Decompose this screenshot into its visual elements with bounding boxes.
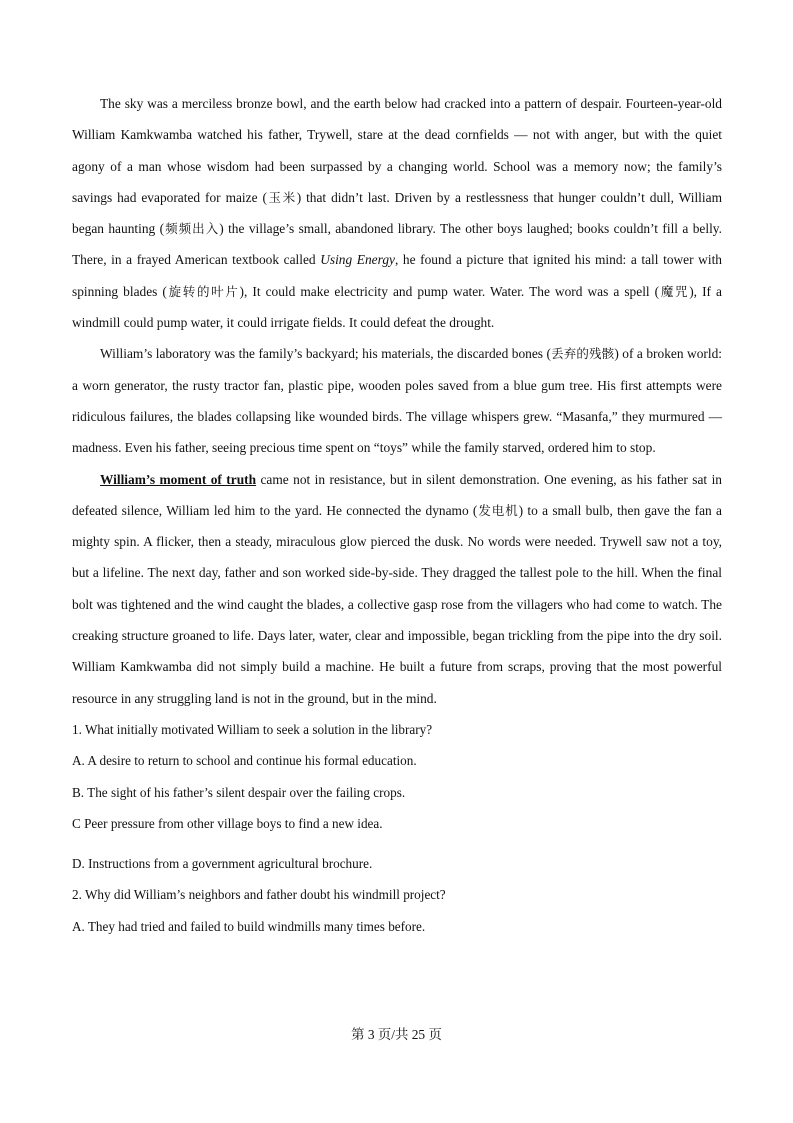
question-1-option-c: C Peer pressure from other village boys to find a new idea.	[72, 815, 383, 831]
chinese-gloss: 频频出入	[164, 221, 220, 237]
document-page	[72, 88, 722, 942]
question-1-option-b: B. The sight of his father’s silent despair over the failing crops.	[72, 784, 406, 800]
text-run: ) of a broken world: a worn generator, the rusty tractor fan, plastic pipe, wooden poles saved from a blue gum tree. His first attempts were ridiculous failures, the blades collapsing like wounded birds. The village whispers grew. “Masanfa,” they murmured — madness. Even his father, seeing precious time spent on “toys” while the family starved, ordered him to stop.	[72, 346, 722, 456]
chinese-gloss: 丢弃的残骸	[550, 346, 615, 362]
question-2-option-a: A. They had tried and failed to build windmills many times before.	[72, 918, 426, 934]
text-run: The sky was a merciless bronze bowl, and the earth below had cracked into a pattern of despair. Fourteen-year-old William Kamkwamba watched his father, Trywell, stare at the dead cornfields — not with anger, but with the quiet agony of a man whose wisdom had been surpassed by a changing world. School was a memory now; the family’s savings had evaporated for maize (	[72, 96, 722, 205]
page-number-footer: 第 3 页/共 25 页	[351, 1027, 442, 1042]
text-run: ) the village’s small, abandoned library. The other boys laughed; books couldn’t fill a belly. There, in a frayed American textbook called	[72, 221, 722, 268]
paragraph-2	[72, 338, 722, 463]
chinese-gloss: 发电机	[477, 502, 519, 518]
chinese-gloss: 旋转的叶片	[166, 283, 240, 299]
underlined-phrase: William’s moment of truth	[100, 471, 257, 487]
text-run: ) to a small bulb, then gave the fan a mighty spin. A flicker, then a steady, miraculous glow pierced the dusk. No words were needed. Trywell saw not a toy, but a lifeline. The next day, father and son worked side-by-side. They dragged the tallest pole to the hill. When the final bolt was tightened and the wind caught the blades, a collective gasp rose from the villagers who had come to watch. The creaking structure groaned to life. Days later, water, clear and impossible, began trickling from the pipe into the dry soil. William Kamkwamba did not simply build a machine. He built a future from scraps, proving that the most powerful resource in any struggling land is not in the ground, but in the mind.	[72, 502, 722, 706]
book-title: Using Energy	[320, 252, 395, 268]
question-1-option-a: A. A desire to return to school and continue his formal education.	[72, 753, 417, 769]
chinese-gloss: 魔咒	[659, 283, 690, 299]
text-run: came not in resistance, but in silent demonstration. One evening, as his father sat in defeated silence, William led him to the yard. He connected the dynamo (	[72, 471, 722, 518]
question-1-stem: 1. What initially motivated William to seek a solution in the library?	[72, 721, 433, 737]
question-2-stem: 2. Why did William’s neighbors and father doubt his windmill project?	[72, 887, 446, 903]
text-run: ), If a windmill could pump water, it could irrigate fields. It could defeat the drought.	[72, 283, 722, 331]
text-run: , he found a picture that ignited his mind: a tall tower with spinning blades (	[72, 252, 722, 299]
text-run: ) that didn’t last. Driven by a restlessness that hunger couldn’t dull, William began haunting (	[72, 189, 722, 237]
chinese-gloss: 玉米	[266, 189, 297, 205]
paragraph-3	[72, 464, 722, 714]
paragraph-1	[72, 88, 722, 338]
question-1-option-d: D. Instructions from a government agricultural brochure.	[72, 856, 373, 872]
question-list	[72, 714, 722, 942]
text-run: ), It could make electricity and pump water. Water. The word was a spell (	[239, 283, 660, 299]
text-run: William’s laboratory was the family’s backyard; his materials, the discarded bones (	[100, 346, 551, 362]
